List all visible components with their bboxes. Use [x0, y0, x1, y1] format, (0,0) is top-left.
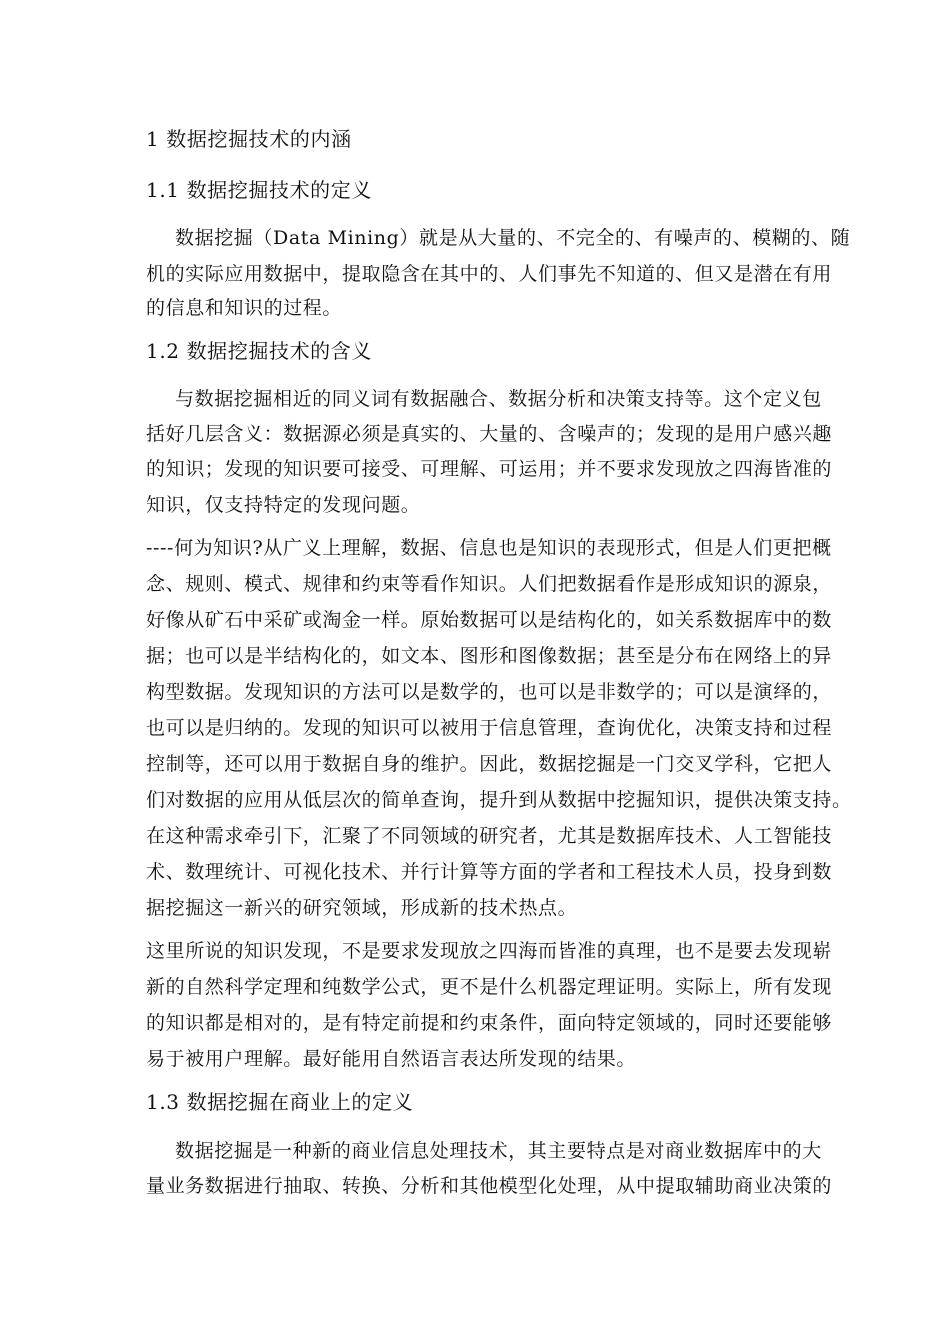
paragraph-line: 易于被用户理解。最好能用自然语言表达所发现的结果。	[146, 1048, 637, 1070]
paragraph-line: 数据挖掘是一种新的商业信息处理技术，其主要特点是对商业数据库中的大	[175, 1140, 822, 1162]
paragraph-line: 的知识；发现的知识要可接受、可理解、可运用；并不要求发现放之四海皆准的	[146, 458, 833, 480]
paragraph-line: 量业务数据进行抽取、转换、分析和其他模型化处理，从中提取辅助商业决策的	[146, 1175, 833, 1197]
paragraph-line: 在这种需求牵引下，汇聚了不同领域的研究者，尤其是数据库技术、人工智能技	[146, 825, 833, 847]
paragraph-line: 数据挖掘（Data Mining）就是从大量的、不完全的、有噪声的、模糊的、随	[175, 227, 851, 249]
heading-1-1: 1.1 数据挖掘技术的定义	[146, 178, 372, 202]
paragraph-line: 好像从矿石中采矿或淘金一样。原始数据可以是结构化的，如关系数据库中的数	[146, 609, 833, 631]
paragraph-line: 术、数理统计、可视化技术、并行计算等方面的学者和工程技术人员，投身到数	[146, 861, 833, 883]
paragraph-line: 的信息和知识的过程。	[146, 297, 343, 319]
paragraph-line: ----何为知识?从广义上理解，数据、信息也是知识的表现形式，但是人们更把概	[146, 537, 832, 559]
heading-1: 1 数据挖掘技术的内涵	[146, 127, 352, 151]
paragraph-line: 据；也可以是半结构化的，如文本、图形和图像数据；甚至是分布在网络上的异	[146, 645, 833, 667]
paragraph-line: 构型数据。发现知识的方法可以是数学的，也可以是非数学的；可以是演绎的，	[146, 681, 833, 703]
paragraph-line: 与数据挖掘相近的同义词有数据融合、数据分析和决策支持等。这个定义包	[175, 388, 822, 410]
paragraph-line: 控制等，还可以用于数据自身的维护。因此，数据挖掘是一门交叉学科，它把人	[146, 753, 833, 775]
heading-1-3: 1.3 数据挖掘在商业上的定义	[146, 1090, 414, 1114]
paragraph-line: 知识，仅支持特定的发现问题。	[146, 494, 421, 516]
paragraph-line: 也可以是归纳的。发现的知识可以被用于信息管理，查询优化，决策支持和过程	[146, 717, 833, 739]
paragraph-line: 们对数据的应用从低层次的简单查询，提升到从数据中挖掘知识，提供决策支持。	[146, 789, 852, 811]
paragraph-line: 新的自然科学定理和纯数学公式，更不是什么机器定理证明。实际上，所有发现	[146, 976, 833, 998]
paragraph-line: 的知识都是相对的，是有特定前提和约束条件，面向特定领域的，同时还要能够	[146, 1012, 833, 1034]
heading-1-2: 1.2 数据挖掘技术的含义	[146, 339, 372, 363]
paragraph-line: 这里所说的知识发现，不是要求发现放之四海而皆准的真理，也不是要去发现崭	[146, 940, 833, 962]
paragraph-line: 据挖掘这一新兴的研究领域，形成新的技术热点。	[146, 897, 578, 919]
paragraph-line: 机的实际应用数据中，提取隐含在其中的、人们事先不知道的、但又是潜在有用	[146, 263, 833, 285]
paragraph-line: 念、规则、模式、规律和约束等看作知识。人们把数据看作是形成知识的源泉，	[146, 573, 833, 595]
paragraph-line: 括好几层含义：数据源必须是真实的、大量的、含噪声的；发现的是用户感兴趣	[146, 423, 833, 445]
